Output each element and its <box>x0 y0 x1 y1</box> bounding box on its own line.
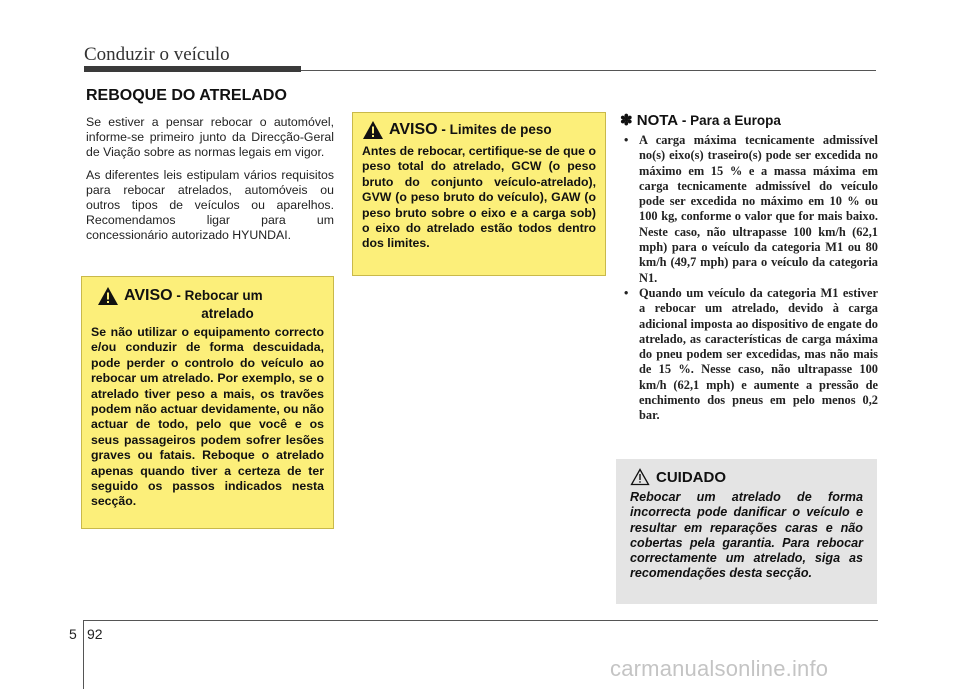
chapter-title: Conduzir o veículo <box>84 44 230 65</box>
warning-subtitle: - Limites de peso <box>437 122 552 137</box>
warning-body: Se não utilizar o equipamento correcto e/ou conduzir de forma descuidada, pode perder o controlo do veículo ao rebocar um atrelado. Por exemplo, se o atrelado tiver peso a mais, os travões podem não actuar devidamente, ou não actuar de todo, pelo que você e os seus passageiros podem sofrer lesões graves ou fatais. Reboque o atrelado apenas quando tiver a certeza de ter seguido os passos indicados nesta secção. <box>91 325 324 509</box>
warning-subtitle-line2: atrelado <box>201 306 254 321</box>
chapter-number: 5 <box>69 626 77 642</box>
footer-rule-vertical <box>83 620 84 689</box>
footer-rule-horizontal <box>83 620 878 621</box>
warning-label: AVISO <box>389 121 438 138</box>
note-star-icon: ✽ <box>620 112 633 129</box>
intro-text <box>86 115 334 251</box>
header-rule-thin <box>301 70 876 71</box>
caution-box <box>616 459 877 604</box>
warning-body: Antes de rebocar, certifique-se de que o peso total do atrelado, GCW (o peso bruto do conjunto veículo-atrelado), GVW (o peso bruto do veículo), GAW (o peso bruto sobre o eixo e a carga sob) o eixo do atrelado estão todos dentro dos limites. <box>362 144 596 251</box>
page-number: 92 <box>87 626 103 642</box>
note-item: • A carga máxima tecnicamente admissível no(s) eixo(s) traseiro(s) pode ser excedida no máximo em 15 % e a massa máxima em carga tecnicamente admissível do veículo pode ser excedida no máximo em 10 % ou 100 kg, conforme o valor que for mais baixo. Neste caso, não ultrapasse 100 km/h (62,1 mph) para o veículo da categoria M1 ou 80 km/h (49,7 mph) para o veículo da categoria N1. <box>620 133 878 286</box>
caution-body: Rebocar um atrelado de forma incorrecta pode danificar o veículo e resultar em reparações caras e não cobertas pela garantia. Para rebocar correctamente um atrelado, siga as recomendações desta secção. <box>630 490 863 581</box>
header-rule-thick <box>84 66 301 72</box>
warning-subtitle: - Rebocar um <box>172 288 263 303</box>
note-list <box>620 133 878 424</box>
warning-header <box>91 287 324 306</box>
note-item: • Quando um veículo da categoria M1 estiver a rebocar um atrelado, devido à carga adicional imposta ao dispositivo de engate do atrelado, as características de carga máxima do pneu podem ser excedidas, mas não mais de 15 %. Nesse caso, não ultrapasse 100 km/h (62,1 mph) e aumente a pressão de enchimento dos pneus em pelo menos 0,2 bar. <box>620 286 878 424</box>
caution-triangle-icon <box>630 468 650 486</box>
caution-header <box>630 468 863 486</box>
watermark: carmanualsonline.info <box>610 656 829 681</box>
intro-paragraph: As diferentes leis estipulam vários requisitos para rebocar atrelados, automóveis ou outros tipos de veículos ou aparelhos. Recomendamos ligar para um concessionário autorizado HYUNDAI. <box>86 167 334 243</box>
warning-header <box>362 121 596 140</box>
caution-label: CUIDADO <box>656 468 726 486</box>
note-subtitle: - Para a Europa <box>678 113 781 128</box>
section-title: REBOQUE DO ATRELADO <box>86 87 287 104</box>
warning-box-weight-limits <box>352 112 606 276</box>
warning-triangle-icon <box>97 286 119 306</box>
note-title <box>620 111 781 129</box>
warning-triangle-icon <box>362 120 384 140</box>
intro-paragraph: Se estiver a pensar rebocar o automóvel, informe-se primeiro junto da Direcção-Geral de Viação sobre as normas legais em vigor. <box>86 115 334 160</box>
note-label: NOTA <box>632 112 679 129</box>
warning-label: AVISO <box>124 287 173 304</box>
warning-box-tow <box>81 276 334 529</box>
